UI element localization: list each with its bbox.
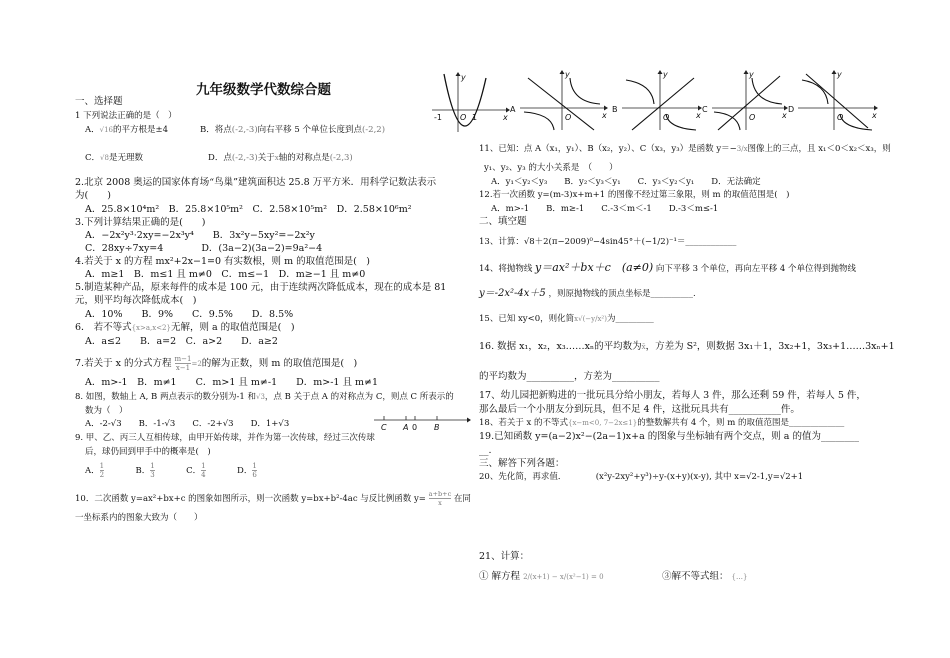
q1d-rest: 关于 (257, 153, 275, 163)
parabola-origin-label: O (460, 113, 467, 122)
q9d-den: 6 (252, 471, 257, 479)
q7-eq: =2 (191, 360, 202, 368)
q9a-num: 1 (99, 462, 105, 470)
q9-stem-line1: 9. 甲、乙、丙三人互相传球，由甲开始传球，并作为第一次传球，经过三次传球 (75, 433, 375, 443)
q21a-label: ① 解方程 (479, 571, 521, 582)
page-title: 九年级数学代数综合题 (196, 82, 331, 98)
q1d-math: (-2,-3) (231, 153, 258, 163)
option-graph-b (612, 70, 704, 132)
q1a-label: A． (85, 125, 100, 135)
q9c-den: 4 (201, 471, 206, 479)
q1d-label: D．点 (208, 153, 232, 163)
q8-math: √3 (256, 393, 265, 401)
section-solve-heading: 三、解答下列各题： (479, 458, 565, 469)
q14-label: 14、将抛物线 (479, 264, 533, 274)
q8-options: A．-2-√3 B．-1-√3 C．-2+√3 D．1+√3 (85, 419, 290, 429)
q2-stem-line1: 2.北京 2008 奥运的国家体育场“鸟巢”建筑面积达 25.8 万平方米．用科学记数法表示 (75, 177, 437, 188)
q11-fraction: 3/x (736, 145, 748, 153)
q6-stem (75, 322, 295, 334)
q1a-math: √16 (99, 126, 114, 134)
section-choice-heading: 一、选择题 (75, 96, 123, 107)
number-line-a-label: A (403, 423, 409, 432)
q9-option-c (186, 462, 206, 479)
q9-option-b (135, 462, 155, 479)
option-d-y-label: y (837, 70, 842, 79)
q19-stem-line1: 19.已知函数 y=(a−2)x²−(2a−1)x+a 的图象与坐标轴有两个交点，则 a 的值为________ (479, 431, 859, 442)
q9d-label: D． (237, 466, 253, 476)
option-graph-c (702, 70, 790, 132)
q1-stem: 1 下列说法正确的是（ ） (75, 111, 177, 121)
q9c-label: C． (186, 466, 202, 476)
q5-stem-line2: 元，则平均每次降低成本( ) (75, 295, 197, 306)
q12-options: A．m>-1 B．m≥-1 C.-3＜m＜-1 D.-3＜m≤-1 (491, 204, 719, 214)
q9-options (85, 462, 257, 479)
q9b-fraction (150, 462, 154, 479)
q16-stem-line2: 的平均数为__________，方差为__________ (479, 371, 660, 382)
q1c-label: C． (85, 153, 101, 163)
option-b-label: B (612, 105, 618, 114)
option-c-label: C (702, 105, 708, 114)
q15-label: 15、已知 xy<0，则化简 (479, 314, 575, 324)
option-c-x-label: x (782, 111, 787, 120)
option-c-origin-label: O (749, 113, 756, 122)
q6-options: A．a≤2 B．a=2 C．a>2 D．a≥2 (85, 336, 278, 347)
q9b-label: B． (135, 466, 151, 476)
q11-options: A．y₁＜y₂＜y₃ B．y₂＜y₃＜y₁ C．y₃＜y₂＜y₁ D．无法确定 (491, 177, 761, 187)
q14-stem-line2 (479, 288, 696, 300)
option-d-x-label: x (872, 111, 877, 120)
q11-label: 11、已知：点 A（x₁，y₁）、B（x₂，y₂）、C（x₃，y₃）是函数 y＝− (479, 144, 737, 154)
option-a-origin-label: O (565, 113, 572, 122)
option-a-label: A (510, 105, 516, 114)
q1-option-a (85, 124, 168, 136)
q5-options: A．10% B．9% C．9.5% D．8.5% (85, 309, 294, 320)
q13-stem: 13、计算：√8＋2(π−2009)⁰−4sin45°＋(−1/2)⁻¹＝____________ (479, 237, 737, 247)
q7-rest: 的解为正数，则 m 的取值范围是( ) (201, 358, 358, 369)
q7-numerator: m−1 (174, 355, 192, 363)
q10-fraction (429, 490, 452, 507)
q14-expr: y＝ax²＋bx＋c (a≠0) (535, 261, 654, 274)
q11-rest: 图像上的三点，且 x₁＜0＜x₂＜x₃，则 (747, 144, 891, 154)
q1d-x: x (274, 154, 279, 162)
q1b-math2: (-2,2) (361, 125, 386, 135)
q10-den: x (438, 499, 442, 507)
q1c-math: √8 (100, 154, 109, 162)
option-c-y-label: y (749, 70, 754, 79)
q10-stem-line1 (75, 490, 471, 507)
q20-label: 20、先化简，再求值． (479, 472, 567, 482)
q9a-label: A． (85, 466, 100, 476)
q18-rest: 的整数解共有 4 个，则 m 的取值范围是_____________ (637, 418, 845, 428)
q9a-den: 2 (99, 471, 105, 479)
q1d-rest2: 轴的对称点是 (278, 153, 330, 163)
parabola-neg1-label: -1 (434, 113, 442, 122)
q11-stem-line2: y₁、y₂、y₃ 的大小关系是 （ ） (484, 163, 618, 173)
q7-fraction (175, 355, 192, 372)
q9d-fraction (252, 462, 256, 479)
q19-stem-line2: __. (479, 445, 492, 456)
number-line-figure (372, 413, 472, 435)
q21-part3 (662, 571, 747, 583)
q9-option-d (237, 462, 257, 479)
q10-label: 10．二次函数 y=ax²+bx+c 的图象如图所示，则一次函数 y=bx+b²-4ac 与反比例函数 y= (75, 494, 426, 504)
q10-rest: 在同 (453, 494, 471, 504)
q9d-num: 1 (252, 462, 257, 470)
q15-stem (479, 313, 654, 325)
q20-stem (479, 471, 803, 483)
q1d-math2: (-2,3) (329, 153, 353, 163)
q2-stem-line2: 为( ) (75, 190, 111, 201)
q21-stem: 21、计算： (479, 551, 530, 562)
q15-rest: 为_________ (606, 314, 654, 324)
q12-stem: 12.若一次函数 y=(m-3)x+m+1 的图像不经过第三象限，则 m 的取值范围是( ) (479, 190, 790, 200)
q2-options: A．25.8×10⁴m² B．25.8×10⁵m² C．2.58×10⁵m² D．2.58×10⁶m² (85, 204, 412, 215)
q1b-label: B．将点 (200, 125, 232, 135)
q3-stem: 3.下列计算结果正确的是( ) (75, 217, 206, 228)
q9c-num: 1 (201, 462, 206, 470)
q17-stem-line2: 那么最后一个小朋友分到玩具，但不足 4 件，这批玩具共有___________件。 (479, 404, 800, 415)
q18-math: {x−m<0, 7−2x≤1} (568, 419, 638, 427)
q7-label: 7.若关于 x 的分式方程 (75, 358, 172, 369)
option-graph-a (510, 70, 610, 132)
section-fill-heading: 二、填空题 (479, 216, 527, 227)
q10-stem-line2: 一坐标系内的图象大致为（ ） (75, 513, 203, 523)
q21a-expr: 2/(x+1) − x/(x²−1) = 0 (523, 573, 604, 581)
q7-options: A．m>-1 B．m≠1 C．m>1 且 m≠-1 D．m>-1 且 m≠1 (85, 377, 379, 388)
option-b-y-label: y (663, 70, 668, 79)
q9-option-a (85, 462, 105, 479)
q1c-rest: 是无理数 (108, 153, 143, 163)
parabola-one-label: 1 (472, 113, 478, 122)
q21b-math: {…} (731, 573, 748, 581)
q4-options: A．m≥1 B．m≤1 且 m≠0 C．m≤−1 D．m≥−1 且 m≠0 (85, 269, 366, 280)
q16-stem-line1 (479, 341, 895, 353)
number-line-zero-label: 0 (412, 423, 418, 432)
q4-stem: 4.若关于 x 的方程 mx²+2x−1=0 有实数根，则 m 的取值范围是( ) (75, 256, 371, 267)
q6-rest: 无解，则 a 的取值范围是( ) (170, 322, 295, 333)
q21-part1 (479, 571, 604, 583)
option-d-origin-label: O (837, 113, 844, 122)
q14-stem-line1 (479, 262, 856, 275)
q3-options-cd: C．28xy÷7xy=4 D．(3a−2)(3a−2)=9a²−4 (85, 243, 323, 254)
q7-denominator: x−1 (175, 364, 191, 372)
q20-expr: (x²y-2xy²+y³)÷y-(x+y)(x-y), 其中 x=√2-1,y=√2+1 (595, 472, 804, 482)
q9b-den: 3 (150, 471, 155, 479)
number-line-b-label: B (434, 423, 440, 432)
q14-rest2: ，则原抛物线的顶点坐标是__________. (548, 289, 696, 299)
q16-rest: ，方差为 S²，则数据 3x₁＋1，3x₂+1，3x₃+1……3xₙ+1 (645, 341, 895, 352)
q18-label: 18、若关于 x 的不等式 (479, 418, 569, 428)
option-b-origin-label: O (663, 113, 670, 122)
q8-stem-line1 (75, 391, 454, 403)
q17-stem-line1: 17、幼儿园把新购进的一批玩具分给小朋友，若每人 3 件，那么还剩 59 件，若每人 5 件， (479, 390, 866, 401)
q1a-rest: 的平方根是±4 (113, 125, 169, 135)
q14-rest: 向下平移 3 个单位，再向左平移 4 个单位得到抛物线 (655, 264, 857, 274)
q16-label: 16. 数据 x₁，x₂，x₃……xₙ的平均数为 (479, 341, 642, 352)
option-graph-d (788, 70, 880, 132)
q14-expr2: y＝-2x²-4x＋5 (479, 288, 546, 299)
q15-math: x√(−y/x²) (574, 315, 607, 323)
q18-stem (479, 417, 844, 429)
q6-label: 6． 若不等式 (75, 322, 132, 333)
q1b-math: (-2,-3) (231, 125, 258, 135)
q3-options-ab: A．−2x²y³·2xy=−2x³y⁴ B．3x²y−5xy²=−2x²y (85, 230, 315, 241)
option-b-x-label: x (696, 111, 701, 120)
q9c-fraction (201, 462, 205, 479)
q1-option-c (85, 152, 143, 164)
option-a-y-label: y (565, 70, 570, 79)
q1-option-b (200, 124, 385, 136)
q8-stem-line2: 数为（ ） (85, 406, 128, 416)
q9-stem-line2: 后，球仍回到甲手中的概率是( ) (85, 447, 211, 457)
q7-stem (75, 355, 357, 372)
q9b-num: 1 (150, 462, 155, 470)
parabola-x-label: x (503, 113, 508, 122)
q1b-rest: 向右平移 5 个单位长度到点 (257, 125, 362, 135)
number-line-c-label: C (381, 423, 387, 432)
option-a-x-label: x (602, 111, 607, 120)
q1-option-d (208, 152, 353, 164)
option-d-label: D (788, 105, 795, 114)
q10-num: a+b+c (428, 490, 452, 498)
q6-math: {x>a,x<2} (131, 324, 171, 332)
q5-stem-line1: 5.制造某种产品，原来每件的成本是 100 元，由于连续两次降低成本，现在的成本是 81 (75, 282, 447, 293)
parabola-y-label: y (461, 73, 466, 82)
q9a-fraction (100, 462, 104, 479)
q8-rest: ，点 B 关于点 A 的对称点为 C，则点 C 所表示的 (264, 392, 454, 402)
q16-math: x̄ (641, 343, 646, 351)
q21b-label: ③解不等式组： (662, 571, 729, 582)
parabola-figure (430, 72, 510, 134)
q11-stem-line1 (479, 143, 891, 155)
q8-label: 8. 如图，数轴上 A, B 两点表示的数分别为-1 和 (75, 392, 256, 402)
